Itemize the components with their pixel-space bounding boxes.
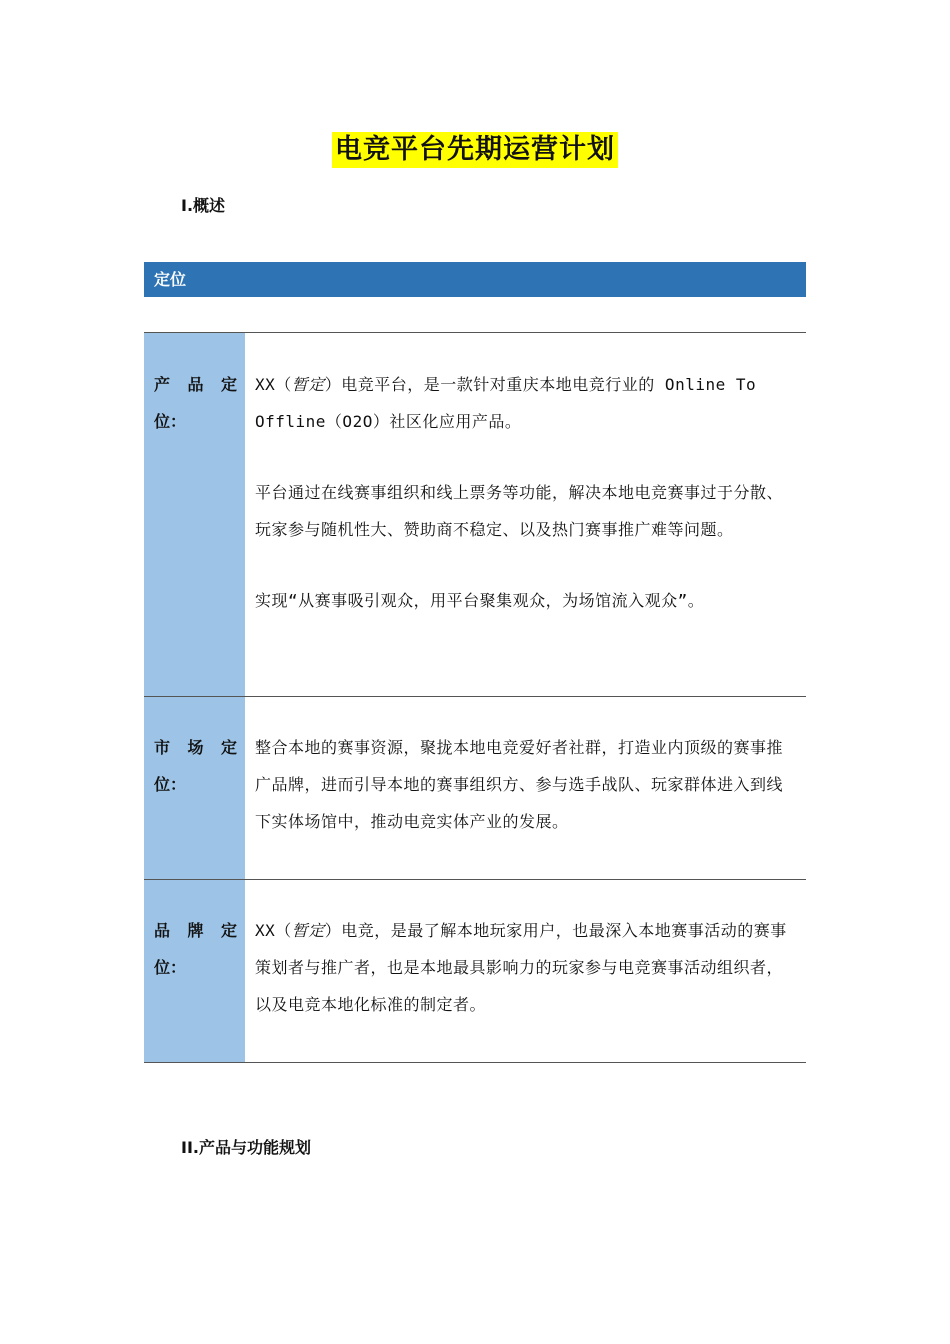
section-heading-product-planning: II.产品与功能规划 <box>181 1138 311 1157</box>
row-content <box>245 333 806 696</box>
row-label <box>144 333 245 696</box>
row-label <box>144 697 245 879</box>
positioning-band: 定位 <box>144 262 806 297</box>
label-line2: 位： <box>154 775 187 794</box>
label-char: 场 <box>187 738 204 757</box>
label-char: 牌 <box>187 921 204 940</box>
section-heading-overview: I.概述 <box>181 196 226 215</box>
paragraph: 实现“从赛事吸引观众，用平台聚集观众，为场馆流入观众”。 <box>255 591 705 610</box>
paragraph: 平台通过在线赛事组织和线上票务等功能，解决本地电竞赛事过于分散、玩家参与随机性大、赞助商不稳定、以及热门赛事推广难等问题。 <box>255 483 784 539</box>
page-title: 电竞平台先期运营计划 <box>332 132 618 168</box>
label-char: 品 <box>187 375 204 394</box>
label-line2: 位： <box>154 412 187 431</box>
label-char: 市 <box>154 738 171 757</box>
label-char: 品 <box>154 921 171 940</box>
row-content <box>245 697 806 879</box>
row-label <box>144 880 245 1062</box>
positioning-table <box>144 332 806 1063</box>
label-char: 产 <box>154 375 171 394</box>
row-content <box>245 880 806 1062</box>
paragraph: 整合本地的赛事资源，聚拢本地电竞爱好者社群，打造业内顶级的赛事推广品牌，进而引导本地的赛事组织方、参与选手战队、玩家群体进入到线下实体场馆中，推动电竞实体产业的发展。 <box>255 738 784 831</box>
label-char: 定 <box>220 375 237 394</box>
label-line2: 位： <box>154 958 187 977</box>
label-char: 定 <box>220 921 237 940</box>
table-row-product-positioning <box>144 333 806 697</box>
paragraph: XX（暂定）电竞，是最了解本地玩家用户，也最深入本地赛事活动的赛事策划者与推广者，也是本地最具影响力的玩家参与电竞赛事活动组织者，以及电竞本地化标准的制定者。 <box>255 921 787 1014</box>
title-wrap <box>0 132 950 168</box>
label-char: 定 <box>220 738 237 757</box>
paragraph: XX（暂定）电竞平台，是一款针对重庆本地电竞行业的 Online To Offline（O2O）社区化应用产品。 <box>255 375 757 431</box>
table-row-brand-positioning <box>144 880 806 1063</box>
table-row-market-positioning <box>144 697 806 880</box>
